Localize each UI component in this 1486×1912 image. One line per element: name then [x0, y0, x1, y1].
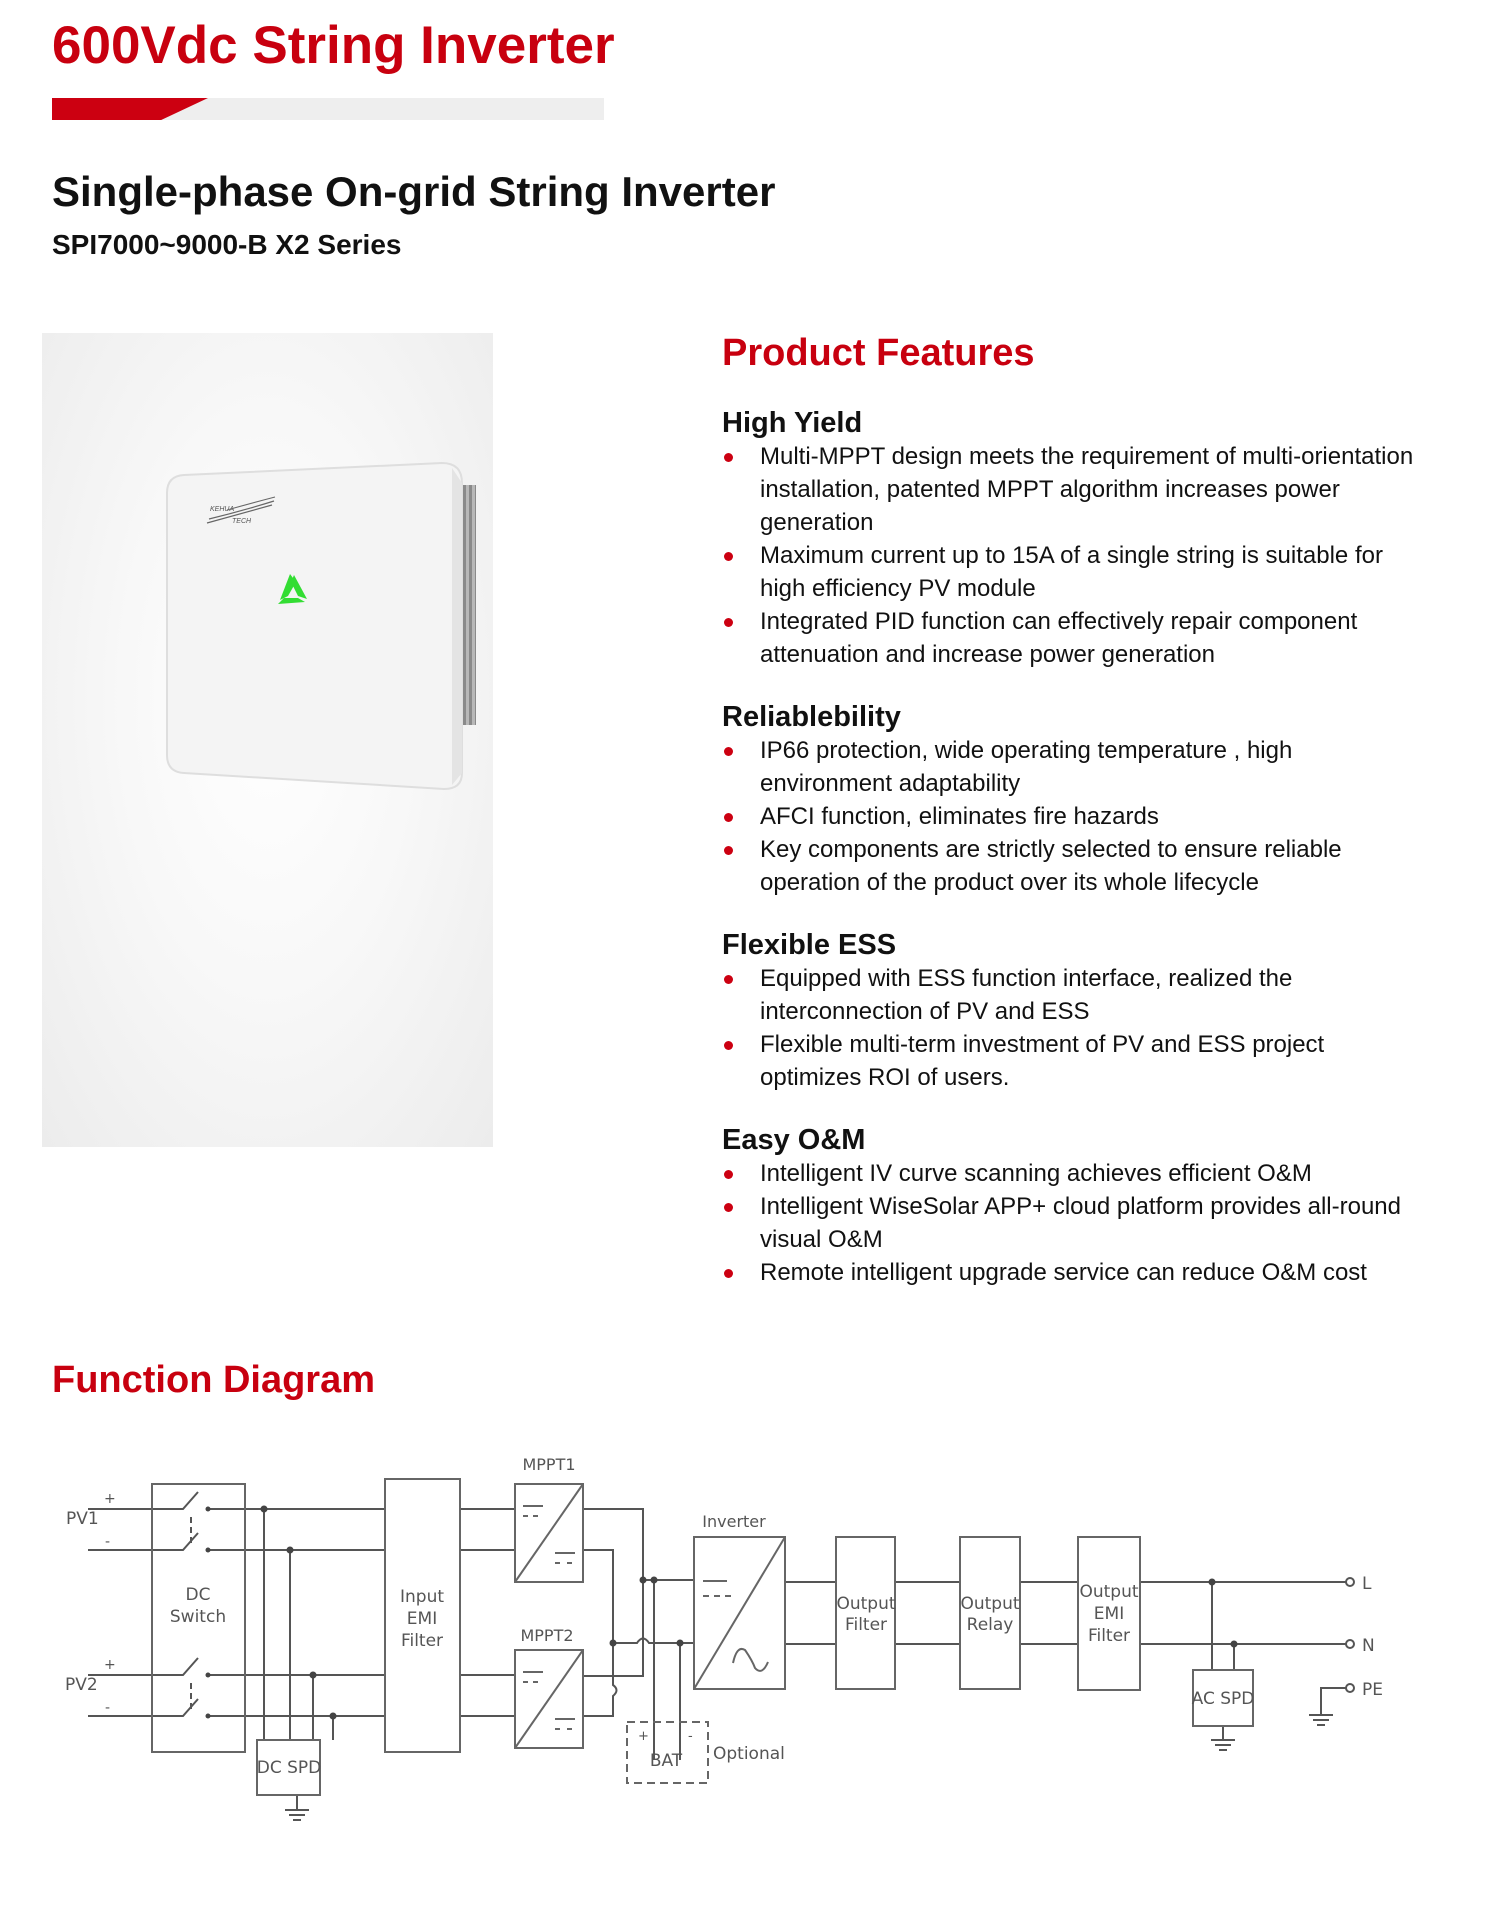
output-relay-label-2: Relay: [966, 1615, 1014, 1635]
function-diagram-title: Function Diagram: [52, 1359, 376, 1401]
product-subtitle: Single-phase On-grid String Inverter: [52, 168, 776, 215]
feature-group-title: Easy O&M: [722, 1124, 866, 1156]
bullet-icon: [724, 1041, 733, 1050]
output-emi-label-1: Output: [1079, 1582, 1139, 1602]
bullet-icon: [724, 813, 733, 822]
product-series: SPI7000~9000-B X2 Series: [52, 229, 402, 260]
terminal-l-label: L: [1362, 1574, 1372, 1594]
feature-item: AFCI function, eliminates fire hazards: [722, 800, 1422, 833]
svg-text:KEHUA: KEHUA: [210, 506, 235, 513]
dc-switch-label-2: Switch: [169, 1607, 227, 1627]
output-relay-label-1: Output: [960, 1594, 1020, 1614]
feature-item: Maximum current up to 15A of a single string is suitable for high efficiency PV module: [722, 539, 1422, 605]
terminal-n-label: N: [1362, 1636, 1375, 1656]
sine-wave-icon: [733, 1649, 768, 1671]
input-emi-label-3: Filter: [400, 1631, 444, 1651]
terminal-pe-label: PE: [1362, 1680, 1383, 1700]
bullet-icon: [724, 975, 733, 984]
bat-label: BAT: [649, 1751, 683, 1771]
feature-item: Intelligent WiseSolar APP+ cloud platform provides all-round visual O&M: [722, 1190, 1422, 1256]
output-emi-label-2: EMI: [1093, 1604, 1125, 1624]
title-underline-bar: [52, 98, 604, 120]
input-emi-label-1: Input: [399, 1587, 445, 1607]
inverter-illustration: [42, 333, 493, 1147]
pv2-label: PV2: [65, 1675, 98, 1695]
output-emi-label-3: Filter: [1087, 1626, 1131, 1646]
bat-minus-sign: -: [688, 1729, 693, 1744]
ac-spd-label: AC SPD: [1191, 1689, 1255, 1709]
inverter-label: Inverter: [702, 1512, 766, 1531]
bullet-icon: [724, 1269, 733, 1278]
mppt1-label: MPPT1: [522, 1455, 576, 1474]
feature-group-title: Flexible ESS: [722, 929, 897, 961]
features-title: Product Features: [722, 332, 1035, 374]
terminals: [1346, 1578, 1354, 1692]
pv2-minus-sign: -: [105, 1700, 111, 1716]
pv1-minus-sign: -: [105, 1534, 111, 1550]
feature-group-title: Reliablebility: [722, 701, 901, 733]
bullet-icon: [724, 1203, 733, 1212]
input-emi-label-2: EMI: [406, 1609, 438, 1629]
bullet-icon: [724, 747, 733, 756]
feature-group-flexible-ess: [722, 928, 1422, 1094]
feature-group-high-yield: [722, 406, 1422, 671]
feature-group-title: High Yield: [722, 407, 863, 439]
feature-item: IP66 protection, wide operating temperature , high environment adaptability: [722, 734, 1422, 800]
feature-group-reliability: [722, 700, 1422, 899]
function-diagram: [40, 1440, 1440, 1840]
dc-spd-label: DC SPD: [256, 1758, 322, 1778]
bullet-icon: [724, 846, 733, 855]
feature-item: Integrated PID function can effectively repair component attenuation and increase power generation: [722, 605, 1422, 671]
bat-plus-sign: +: [638, 1729, 649, 1744]
page-title: 600Vdc String Inverter: [52, 16, 615, 75]
bullet-icon: [724, 552, 733, 561]
bullet-icon: [724, 453, 733, 462]
wire-pe: [1309, 1688, 1346, 1725]
output-filter-label-2: Filter: [844, 1615, 888, 1635]
optional-label: Optional: [713, 1744, 785, 1764]
pv1-plus-sign: +: [104, 1491, 116, 1507]
bullet-icon: [724, 1170, 733, 1179]
output-filter-label-1: Output: [836, 1594, 896, 1614]
dc-switch-label-1: DC: [185, 1585, 211, 1605]
feature-item: Intelligent IV curve scanning achieves efficient O&M: [722, 1157, 1422, 1190]
feature-item: Multi-MPPT design meets the requirement of multi-orientation installation, patented MPPT algorithm increases power generation: [722, 440, 1422, 539]
feature-item: Remote intelligent upgrade service can reduce O&M cost: [722, 1256, 1422, 1289]
pv2-plus-sign: +: [104, 1657, 116, 1673]
svg-text:TECH: TECH: [232, 518, 252, 525]
bullet-icon: [724, 618, 733, 627]
feature-item: Key components are strictly selected to ensure reliable operation of the product over its whole lifecycle: [722, 833, 1422, 899]
title-underline-accent: [52, 98, 208, 120]
feature-group-easy-om: [722, 1123, 1422, 1289]
product-photo: [42, 333, 493, 1147]
feature-item: Equipped with ESS function interface, realized the interconnection of PV and ESS: [722, 962, 1422, 1028]
pv1-label: PV1: [66, 1509, 99, 1529]
product-features: [722, 330, 1422, 1318]
feature-item: Flexible multi-term investment of PV and ESS project optimizes ROI of users.: [722, 1028, 1422, 1094]
mppt2-label: MPPT2: [520, 1626, 574, 1645]
